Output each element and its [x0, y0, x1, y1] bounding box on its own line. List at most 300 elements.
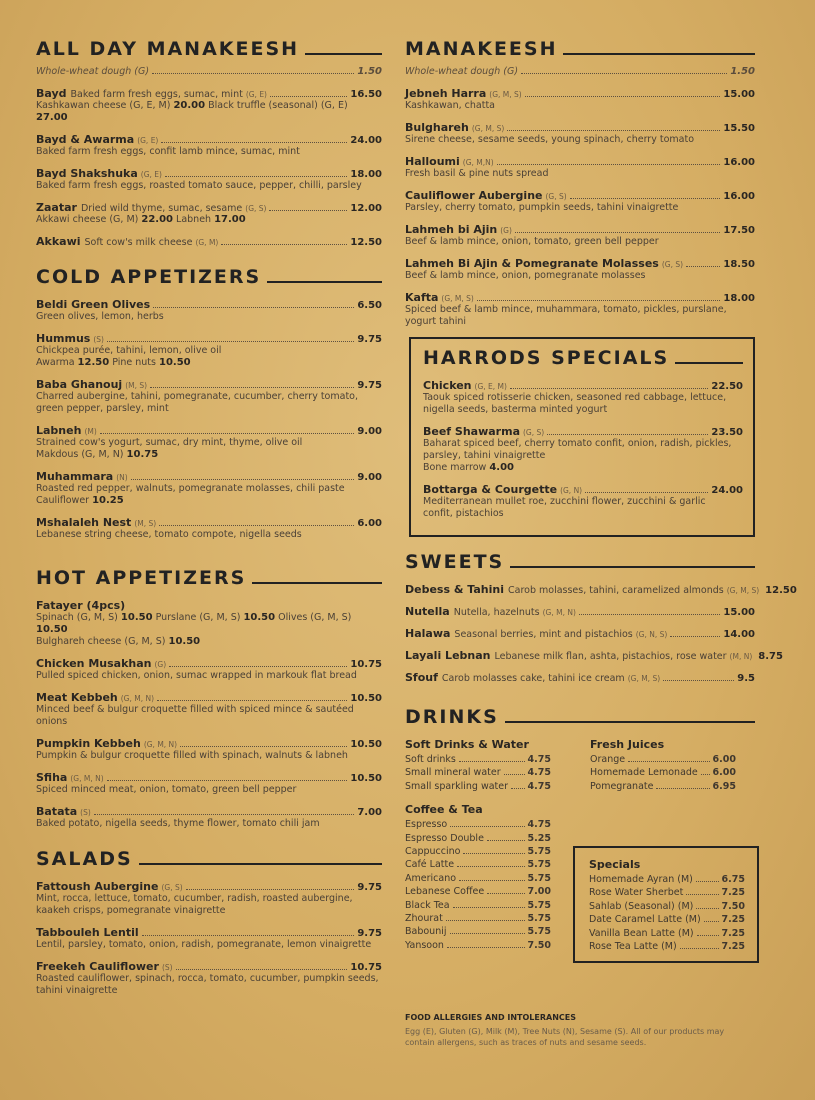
item-name: Freekeh Cauliflower: [36, 960, 159, 973]
menu-item-line: [36, 657, 382, 670]
dot-leader: [686, 266, 720, 267]
drink-row: [589, 927, 745, 940]
section-header: [405, 38, 755, 60]
section-header: [36, 266, 382, 288]
menu-section-hot-appetizers: [36, 567, 382, 830]
drink-row: [405, 885, 551, 898]
item-price: 9.00: [357, 472, 382, 483]
menu-item: [36, 880, 382, 917]
drink-row: [589, 913, 745, 926]
item-description: kaakeh crisps, pomegranate vinaigrette: [36, 905, 226, 916]
item-name: Fattoush Aubergine: [36, 880, 159, 893]
item-allergens: (G, S): [661, 260, 684, 269]
option-price: 10.25: [92, 495, 124, 506]
left-column: [36, 30, 382, 1006]
menu-item-line: [405, 627, 755, 640]
item-price: 18.00: [350, 169, 382, 180]
menu-item-line: [36, 87, 382, 100]
drink-name: Orange: [590, 754, 626, 765]
dot-leader: [680, 948, 719, 949]
menu-section-sweets: [405, 551, 797, 684]
item-price: 15.00: [723, 607, 755, 618]
menu-item-line: [405, 649, 783, 662]
section-title: HARRODS SPECIALS: [423, 347, 670, 369]
drink-name: Babounij: [405, 926, 447, 938]
menu-section-salads: [36, 848, 382, 997]
item-description: Chickpea purée, tahini, lemon, olive oil: [36, 345, 222, 356]
drink-group-juices: [590, 738, 736, 793]
drink-row: [405, 753, 551, 766]
section-title: MANAKEESH: [405, 38, 558, 60]
drink-price: 5.75: [527, 872, 551, 884]
item-name: Cauliflower Aubergine: [405, 189, 543, 202]
dough-note-text: Whole-wheat dough (G): [36, 66, 150, 77]
item-price: 7.00: [357, 807, 382, 818]
drink-price: 4.75: [527, 754, 551, 765]
section-title: COLD APPETIZERS: [36, 266, 262, 288]
item-allergens: (M, S): [125, 381, 148, 390]
item-allergens: (S): [161, 963, 173, 972]
dot-leader: [497, 164, 721, 165]
drink-row: [405, 818, 551, 831]
drink-group-specials: [589, 858, 745, 953]
menu-item-line: [36, 599, 382, 612]
item-price: 18.00: [723, 293, 755, 304]
item-description: Carob molasses cake, tahini ice cream: [441, 673, 625, 684]
drink-price: 6.00: [712, 754, 736, 765]
drink-name: Zhourat: [405, 913, 443, 925]
drink-row: [590, 766, 736, 779]
drink-name: Soft drinks: [405, 754, 456, 765]
item-allergens: (G, M, S): [627, 674, 661, 683]
item-option-line: [36, 612, 382, 636]
item-allergens: (G, M, S): [726, 586, 760, 595]
dough-note-price: 1.50: [357, 66, 382, 77]
option-price: 20.00: [173, 100, 206, 111]
menu-section-cold-appetizers: [36, 266, 382, 541]
dot-leader: [670, 636, 720, 637]
drink-name: Small sparkling water: [405, 780, 509, 792]
menu-item-line: [423, 425, 743, 438]
item-description: Beef & lamb mince, onion, pomegranate molasses: [405, 270, 646, 281]
item-description: Baked farm fresh eggs, roasted tomato sauce, pepper, chilli, parsley: [36, 180, 362, 191]
menu-item-line: [36, 201, 382, 214]
option-price: 10.50: [168, 636, 201, 647]
item-allergens: (M, S): [134, 519, 157, 528]
item-price: 6.00: [357, 518, 382, 529]
drink-name: Café Latte: [405, 859, 455, 871]
dot-leader: [176, 969, 348, 970]
item-description: Mint, rocca, lettuce, tomato, cucumber, radish, roasted aubergine,: [36, 893, 353, 904]
menu-item: [36, 133, 382, 158]
menu-item-line: [405, 87, 755, 100]
dot-leader: [511, 788, 525, 789]
item-allergens: (G, M, N): [70, 774, 104, 783]
item-description: Seasonal berries, mint and pistachios: [454, 629, 633, 640]
section-title: DRINKS: [405, 706, 499, 728]
menu-item-line: [36, 516, 382, 529]
item-description: green pepper, parsley, mint: [36, 403, 169, 414]
item-name: Chicken Musakhan: [36, 657, 152, 670]
item-allergens: (G, M, S): [489, 90, 522, 99]
menu-item: [405, 121, 755, 146]
dot-leader: [450, 933, 525, 934]
item-price: 10.50: [350, 739, 382, 750]
drink-name: Yansoon: [405, 939, 444, 951]
item-description: Roasted cauliflower, spinach, rocca, tomato, cucumber, pumpkin seeds,: [36, 973, 379, 984]
drink-row: [405, 858, 551, 871]
menu-item: [405, 649, 783, 662]
item-allergens: (G, N): [560, 486, 583, 495]
drink-name: Rose Water Sherbet: [589, 887, 684, 899]
dot-leader: [453, 907, 525, 908]
dot-leader: [165, 176, 347, 177]
dot-leader: [515, 232, 720, 233]
dot-leader: [131, 479, 355, 480]
drink-name: Pomegranate: [590, 780, 654, 792]
menu-item-line: [405, 605, 755, 618]
section-rule: [267, 281, 382, 283]
menu-item: [36, 167, 382, 192]
menu-section-harrods-specials: [423, 347, 743, 520]
item-allergens: (G, E): [245, 90, 267, 99]
option-label: Olives (G, M, S): [275, 612, 352, 623]
dot-leader: [585, 492, 708, 493]
item-allergens: (G, E, M): [474, 382, 507, 391]
item-allergens: (S): [93, 335, 104, 344]
item-description: Carob molasses, tahini, caramelized almonds: [507, 585, 724, 596]
item-description: Dried wild thyme, sumac, sesame: [80, 203, 243, 214]
drink-row: [590, 753, 736, 766]
item-name: Debess & Tahini: [405, 583, 504, 596]
dot-leader: [504, 774, 525, 775]
menu-item-line: [423, 379, 743, 392]
section-title: ALL DAY MANAKEESH: [36, 38, 300, 60]
item-price: 16.00: [723, 191, 755, 202]
menu-item: [36, 424, 382, 461]
drink-name: Black Tea: [405, 899, 450, 911]
allergy-title: FOOD ALLERGIES AND INTOLERANCES: [405, 1013, 577, 1022]
drink-row: [405, 845, 551, 858]
item-description: Fresh basil & pine nuts spread: [405, 168, 549, 179]
item-description: Baked potato, nigella seeds, thyme flower, tomato chili jam: [36, 818, 320, 829]
item-price: 15.00: [723, 89, 755, 100]
item-description: Baharat spiced beef, cherry tomato confit, onion, radish, pickles,: [423, 438, 732, 449]
item-allergens: (G): [500, 226, 512, 235]
item-name: Bottarga & Courgette: [423, 483, 558, 496]
drink-price: 5.75: [527, 913, 551, 925]
item-allergens: (G, M, S): [441, 294, 474, 303]
dot-leader: [269, 210, 347, 211]
item-name: Bayd: [36, 87, 67, 100]
item-price: 10.75: [350, 659, 382, 670]
section-rule: [510, 566, 755, 568]
section-header: [36, 38, 382, 60]
item-allergens: (G): [154, 660, 167, 669]
dot-leader: [270, 96, 347, 97]
item-allergens: (G, N, S): [635, 630, 668, 639]
drink-price: 7.00: [527, 886, 551, 898]
item-price: 16.00: [723, 157, 755, 168]
item-description: Sirene cheese, sesame seeds, young spinach, cherry tomato: [405, 134, 695, 145]
item-price: 24.00: [711, 485, 743, 496]
menu-item-line: [405, 257, 755, 270]
option-label: Purslane (G, M, S): [152, 612, 244, 623]
item-name: Pumpkin Kebbeh: [36, 737, 141, 750]
item-option-line: [36, 100, 382, 124]
dot-leader: [663, 680, 734, 681]
menu-section-drinks: [405, 706, 755, 1047]
dot-leader: [510, 388, 708, 389]
menu-item-line: [405, 189, 755, 202]
drink-group-heading: Soft Drinks & Water: [405, 738, 529, 751]
dot-leader: [150, 387, 354, 388]
item-description: Spiced beef & lamb mince, muhammara, tomato, pickles, purslane,: [405, 304, 727, 315]
item-name: Halloumi: [405, 155, 460, 168]
dough-note: [36, 66, 382, 77]
drink-name: Homemade Ayran (M): [589, 874, 693, 885]
menu-item-line: [36, 424, 382, 437]
drink-group-coffee: [405, 803, 551, 952]
item-description: Lebanese milk flan, ashta, pistachios, rose water: [494, 651, 727, 662]
drink-row: [405, 832, 551, 845]
dot-leader: [221, 244, 347, 245]
dot-leader: [570, 198, 721, 199]
dot-leader: [656, 788, 709, 789]
drink-price: 4.75: [527, 767, 551, 779]
drink-row: [405, 925, 551, 938]
drink-price: 5.75: [527, 926, 551, 938]
item-name: Kafta: [405, 291, 439, 304]
item-allergens: (G, E): [140, 170, 162, 179]
section-rule: [305, 53, 382, 55]
dot-leader: [161, 142, 347, 143]
dot-leader: [94, 814, 355, 815]
harrods-specials-box: [409, 337, 755, 537]
item-price: 9.75: [357, 882, 382, 893]
item-description: Lentil, parsley, tomato, onion, radish, pomegranate, lemon vinaigrette: [36, 939, 372, 950]
dot-leader: [701, 774, 710, 775]
drink-row: [405, 912, 551, 925]
item-description: Parsley, cherry tomato, pumpkin seeds, tahini vinaigrette: [405, 202, 679, 213]
item-option-line: [36, 449, 382, 461]
menu-item-line: [36, 691, 382, 704]
item-option-line: [36, 636, 382, 648]
section-rule: [139, 863, 382, 865]
section-header: [36, 848, 382, 870]
dot-leader: [696, 881, 719, 882]
menu-item: [405, 257, 755, 282]
option-price: 10.50: [120, 612, 153, 623]
section-title: HOT APPETIZERS: [36, 567, 247, 589]
item-name: Mshalaleh Nest: [36, 516, 132, 529]
item-description: Strained cow's yogurt, sumac, dry mint, thyme, olive oil: [36, 437, 303, 448]
allergy-text-line: Egg (E), Gluten (G), Milk (M), Tree Nuts (N), Sesame (S). All of our products may: [405, 1027, 725, 1036]
option-label: Awarma: [36, 357, 78, 368]
drink-name: Small mineral water: [405, 767, 501, 779]
dot-leader: [525, 96, 721, 97]
menu-item: [36, 657, 382, 682]
menu-item-line: [36, 470, 382, 483]
item-option-line: [36, 495, 382, 507]
drink-row: [589, 940, 745, 953]
item-name: Chicken: [423, 379, 472, 392]
dot-leader: [547, 434, 708, 435]
item-description: parsley, tahini vinaigrette: [423, 450, 546, 461]
item-name: Bulghareh: [405, 121, 469, 134]
item-name: Akkawi: [36, 235, 81, 248]
item-name: Tabbouleh Lentil: [36, 926, 139, 939]
dot-leader: [477, 300, 721, 301]
item-price: 18.50: [723, 259, 755, 270]
drink-row: [405, 766, 551, 779]
drink-price: 7.50: [527, 939, 551, 951]
item-allergens: (G, S): [523, 428, 545, 437]
menu-item: [405, 291, 755, 328]
menu-item-line: [405, 671, 755, 684]
dough-note-text: Whole-wheat dough (G): [405, 66, 519, 77]
item-description: Taouk spiced rotisserie chicken, seasoned red cabbage, lettuce,: [423, 392, 727, 403]
menu-item: [36, 805, 382, 830]
menu-item-line: [36, 880, 382, 893]
drinks-area: [405, 738, 755, 1047]
section-title: SWEETS: [405, 551, 505, 573]
menu-item-line: [36, 332, 382, 345]
item-price: 8.75: [758, 651, 783, 662]
drink-name: Vanilla Bean Latte (M): [589, 927, 694, 939]
menu-item: [405, 87, 755, 112]
section-header: [423, 347, 743, 369]
item-allergens: (G, M): [195, 238, 219, 247]
item-description: Green olives, lemon, herbs: [36, 311, 164, 322]
section-rule: [675, 362, 743, 364]
drink-price: 7.25: [721, 927, 745, 939]
item-name: Lahmeh Bi Ajin & Pomegranate Molasses: [405, 257, 659, 270]
item-allergens: (G, S): [161, 883, 183, 892]
item-price: 12.50: [765, 585, 797, 596]
option-price: 17.00: [214, 214, 246, 225]
dot-leader: [521, 73, 727, 74]
drinks-column-left: [405, 738, 551, 952]
drink-row: [590, 780, 736, 793]
dot-leader: [450, 826, 524, 827]
item-name: Meat Kebbeh: [36, 691, 118, 704]
item-allergens: (G, M, N): [120, 694, 155, 703]
menu-item: [405, 627, 755, 640]
menu-item-line: [36, 378, 382, 391]
drinks-column-right: [590, 738, 736, 793]
item-price: 12.00: [350, 203, 382, 214]
section-header: [405, 551, 755, 573]
drink-price: 5.25: [527, 832, 551, 844]
menu-item: [36, 960, 382, 997]
menu-item: [405, 223, 755, 248]
menu-item: [405, 671, 755, 684]
menu-item: [423, 379, 743, 416]
section-rule: [252, 582, 382, 584]
item-name: Layali Lebnan: [405, 649, 491, 662]
dot-leader: [704, 921, 719, 922]
item-description: Charred aubergine, tahini, pomegranate, cucumber, cherry tomato,: [36, 391, 359, 402]
dot-leader: [180, 746, 347, 747]
item-price: 6.50: [357, 300, 382, 311]
drink-name: Rose Tea Latte (M): [589, 941, 677, 953]
item-name: Zaatar: [36, 201, 77, 214]
option-price: 12.50: [77, 357, 110, 368]
item-description: Soft cow's milk cheese: [84, 237, 193, 248]
dot-leader: [157, 700, 347, 701]
drink-group-heading: Fresh Juices: [590, 738, 665, 751]
item-allergens: (G, E): [137, 136, 159, 145]
dot-leader: [579, 614, 720, 615]
item-allergens: (M): [84, 427, 97, 436]
menu-item: [36, 470, 382, 507]
menu-item-line: [405, 223, 755, 236]
drink-price: 7.50: [721, 900, 745, 912]
item-allergens: (N): [116, 473, 128, 482]
item-allergens: (G, M, S): [471, 124, 505, 133]
drink-name: Homemade Lemonade: [590, 767, 698, 779]
dot-leader: [107, 341, 354, 342]
item-price: 15.50: [723, 123, 755, 134]
menu-item-line: [36, 805, 382, 818]
item-name: Bayd & Awarma: [36, 133, 135, 146]
drink-name: Sahlab (Seasonal) (M): [589, 900, 694, 912]
option-label: Kashkawan cheese (G, E, M): [36, 100, 174, 111]
item-description: Pulled spiced chicken, onion, sumac wrapped in markouk flat bread: [36, 670, 357, 681]
drink-group-heading: Specials: [589, 858, 641, 871]
menu-item: [36, 771, 382, 796]
drink-price: 4.75: [527, 819, 551, 831]
menu-item-line: [36, 133, 382, 146]
menu-item: [405, 189, 755, 214]
drink-name: Lebanese Coffee: [405, 886, 485, 898]
dot-leader: [487, 893, 524, 894]
menu-item-line: [36, 960, 382, 973]
item-allergens: (G, M,N): [462, 158, 494, 167]
item-allergens: (G, S): [245, 204, 267, 213]
option-label: Akkawi cheese (G, M): [36, 214, 142, 225]
menu-item-line: [405, 583, 797, 596]
item-price: 17.50: [723, 225, 755, 236]
item-description: yogurt tahini: [405, 316, 467, 327]
menu-item: [36, 87, 382, 124]
option-label: Pine nuts: [109, 357, 159, 368]
item-name: Beef Shawarma: [423, 425, 520, 438]
item-name: Hummus: [36, 332, 91, 345]
drink-row: [405, 872, 551, 885]
menu-item-line: [36, 771, 382, 784]
item-description: Minced beef & bulgur croquette filled with spiced mince & sautéed onions: [36, 704, 354, 727]
item-name: Halawa: [405, 627, 451, 640]
item-price: 10.50: [350, 693, 382, 704]
item-name: Fatayer (4pcs): [36, 599, 126, 612]
menu-item: [36, 691, 382, 728]
drink-price: 5.75: [527, 899, 551, 911]
option-price: 10.75: [126, 449, 159, 460]
dot-leader: [107, 780, 348, 781]
item-name: Labneh: [36, 424, 82, 437]
section-rule: [505, 721, 755, 723]
dot-leader: [100, 433, 355, 434]
item-description: Spiced minced meat, onion, tomato, green bell pepper: [36, 784, 297, 795]
item-name: Nutella: [405, 605, 450, 618]
dough-note: [405, 66, 755, 77]
option-label: Labneh: [173, 214, 215, 225]
option-label: Spinach (G, M, S): [36, 612, 121, 623]
drink-row: [589, 873, 745, 886]
item-option-line: [36, 357, 382, 369]
